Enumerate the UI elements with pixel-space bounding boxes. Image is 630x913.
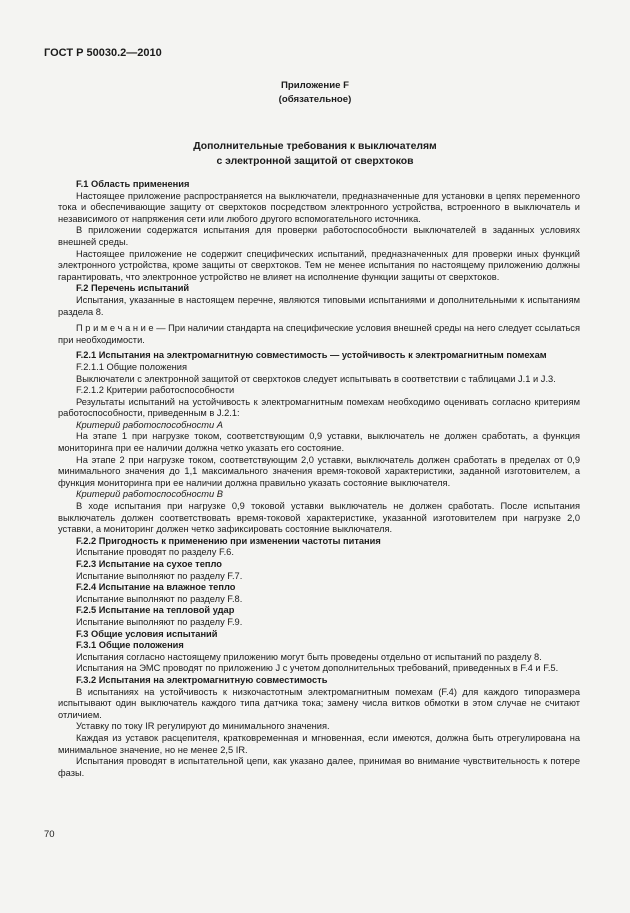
paragraph: На этапе 1 при нагрузке током, соответствующим 0,9 уставки, выключатель не должен сработать, а функция мониторинга при ее наличии должна четко указать его состояние. [58,431,580,454]
section-heading: F.2.1 Испытания на электромагнитную совместимость — устойчивость к электромагнитным помехам [76,350,547,361]
paragraph: Уставку по току IR регулируют до минимального значения. [76,721,330,732]
criterion-heading: Критерий работоспособности B [76,489,223,500]
paragraph: Испытание выполняют по разделу F.9. [76,616,243,627]
subsection-heading: F.2.1.1 Общие положения [76,361,187,372]
section-heading: F.2.4 Испытание на влажное тепло [76,582,236,593]
paragraph: Настоящее приложение распространяется на выключатели, предназначенные для установки в цепях переменного тока и обеспечивающие защиту от сверхтоков посредством электронного устройства, встроенного в выключатель и независимого от напряжения сети или любого другого вспомогательного источника. [58,190,580,224]
annex-main-title-line2: с электронной защитой от сверхтоков [216,156,414,167]
paragraph: На этапе 2 при нагрузке током, соответствующим 2,0 уставки, выключатель должен сработать в пределах от 0,9 минимального значения до 1,1 максимального значения время-токовой характеристики, заданной изготовителем, а функция мониторинга при ее наличии должна правильно указать состояние выключателя. [58,454,580,488]
annex-main-title [0,139,630,169]
annex-main-title-line1: Дополнительные требования к выключателям [193,141,437,152]
paragraph: В испытаниях на устойчивость к низкочастотным электромагнитным помехам (F.4) для каждого типоразмера испытывают один выключатель каждого типа датчика тока; замену числа витков обмотки в этом случае не считают отличием. [58,686,580,720]
section-heading: F.3.2 Испытания на электромагнитную совместимость [76,674,328,685]
annex-status: (обязательное) [278,94,352,105]
paragraph: Испытания проводят в испытательной цепи, как указано далее, принимая во внимание чувствительность к потере фазы. [58,756,580,778]
section-heading: F.2.5 Испытание на тепловой удар [76,605,235,616]
paragraph: Испытание проводят по разделу F.6. [76,547,234,558]
paragraph: Испытания согласно настоящему приложению могут быть проведены отдельно от испытаний по разделу 8. [76,651,542,662]
paragraph: Испытания на ЭМС проводят по приложению J с учетом дополнительных требований, приведенных в F.4 и F.5. [76,663,559,674]
paragraph: В ходе испытания при нагрузке 0,9 токовой уставки выключатель не должен сработать. После испытания выключатель должен соответствовать время-токовой характеристике, указанной изготовителем при нагрузке 2,0 уставки, а мониторинг должен четко зафиксировать состояние выключателя. [58,501,580,535]
section-heading: F.2.2 Пригодность к применению при изменении частоты питания [76,535,381,546]
paragraph: Испытание выполняют по разделу F.8. [76,593,243,604]
paragraph: Каждая из уставок расцепителя, кратковременная и мгновенная, если имеются, должна быть отрегулирована на минимальное значение, но не менее 2,5 IR. [58,732,580,755]
paragraph: В приложении содержатся испытания для проверки работоспособности выключателей в заданных условиях внешней среды. [58,225,580,247]
annex-title: Приложение F [281,80,349,91]
section-heading: F.3.1 Общие положения [76,640,184,651]
annex-heading [0,79,630,107]
paragraph: Настоящее приложение не содержит специфических испытаний, предназначенных для проверки иных функций электронного устройства, кроме защиты от сверхтоков. Тем не менее испытания по настоящему приложению должны гарантировать, что электронное устройство не влияет на исполнение функции защиты от сверхтоков. [58,248,580,282]
section-heading: F.2.3 Испытание на сухое тепло [76,559,222,569]
standard-header: ГОСТ Р 50030.2—2010 [44,47,162,59]
criterion-heading: Критерий работоспособности A [76,419,223,430]
document-body [58,179,580,779]
section-heading: F.3 Общие условия испытаний [76,628,218,639]
paragraph: Выключатели с электронной защитой от сверхтоков следует испытывать в соответствии с таблицами J.1 и J.3. [76,373,556,384]
paragraph: Результаты испытаний на устойчивость к электромагнитным помехам необходимо оценивать согласно критериям работоспособности, приведенным в J.2.1: [58,396,580,419]
note-paragraph: П р и м е ч а н и е — При наличии стандарта на специфические условия внешней среды на него следует ссылаться при необходимости. [58,323,580,345]
page-number: 70 [44,829,55,840]
paragraph: Испытание выполняют по разделу F.7. [76,570,243,581]
paragraph: Испытания, указанные в настоящем перечне, являются типовыми испытаниями и дополнительными к испытаниям раздела 8. [58,294,580,317]
subsection-heading: F.2.1.2 Критерии работоспособности [76,385,235,396]
section-heading: F.1 Область применения [76,179,190,189]
section-heading: F.2 Перечень испытаний [76,283,190,294]
